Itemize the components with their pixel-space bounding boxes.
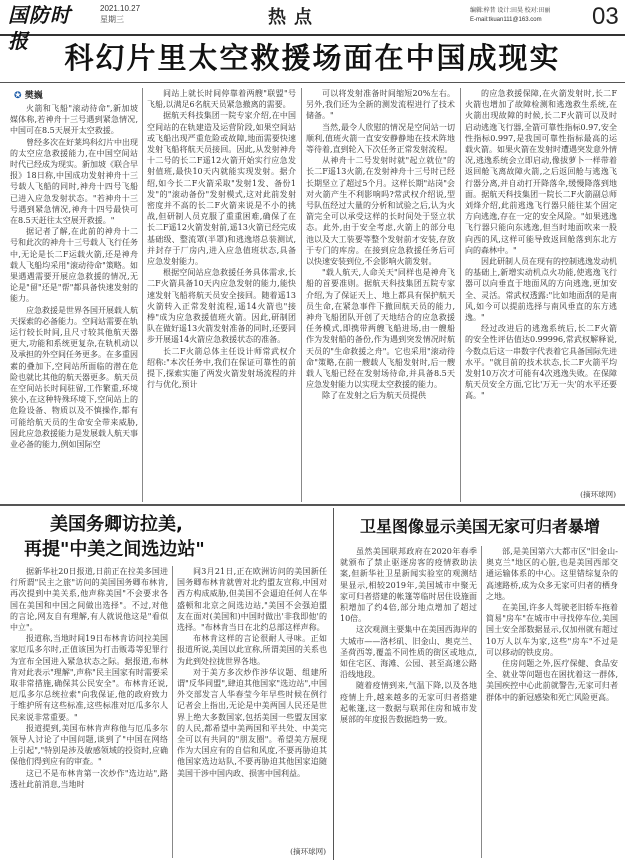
page-number: 03 [592,3,619,30]
article2-column-2: 间3月21日,正在欧洲访问的美国新任国务卿布林肯就曾对北约盟友宣称,中国对西方构成威胁,但美国不会逼迫任何人在华盛顿和北京之间选边站,"美国不会强迫盟友在面对(美国和)中国时做出'非我即他'的选择。"布林肯当日在北约总部这样声称。 布林肯这样的言论很耐人寻味。正如报道所说,美国以此宣称,所谓美国的关系也为此到处拉拢世界各地。 对于美方多次炒作涉华议题、组建所谓"反华同盟",肆迫其他国家"选边站",中国外交部发言人华春莹今年早些时候在例行记者会上指出,无论是中美两国人民还是世界上绝大多数国家,包括美国一些盟友国家的人民,都希望中美两国和平共处、中美完全可以有共同的"朋友圈"。希望美方展现作为大国应有的自信和风度,不要再胁迫其他国家选边站队,不要再胁迫其他国家追随美国干涉中国内政、损害中国利益。 [177,567,327,778]
issue-weekday: 星期三 [100,15,124,24]
column-divider [142,88,143,502]
column-divider [301,88,302,502]
issue-date: 2021.10.27 [100,4,141,13]
section-vertical-divider [333,508,334,860]
divider [0,82,625,83]
issue-date-block [100,3,140,25]
byline-mark-icon: ✪ [14,91,22,101]
article3-headline: 卫星图像显示美国无家可归者暴增 [359,517,600,536]
article2-credit: (摘环球网) [290,847,326,856]
article1-column-4: 的应急救援保障,在火箭发射时,长二F火箭也增加了故障检测和逃逸救生系统,在火箭出现故障的时候,长二F火箭可以及时启动逃逸飞行器,全箭可靠性指标0.97,安全性指标0.997,是我国可靠性指标最高的运载火箭。如果火箭在发射时遭遇突发意外情况,逃逸系统会立即启动,像拔萝卜一样带着返回舱飞离故障火箭,之后返回舱与逃逸飞行器分离,并自动打开降落伞,缓慢降落到地面。据航天科技集团一院长二F火箭副总师刘烽介绍,此前逃逸飞行器只能往某个固定方向逃逸,存在一定的安全风险。"如果逃逸飞行器只能向东逃逸,但当时地面吹来一股向西的风,这样可能导致返回舱落到东北方向的森林中。" 因此研制人员在现有的控制逃逸发动机的基础上,新增实动机点火功能,使逃逸飞行器可以向垂直于地面风的方向逃逸,更加安全、灵活。常武权透露:"比如地面刮的是南风,如今可以提前选择与南风垂直的东方逃逸。" 经过改进后的逃逸系统后,长二F火箭的安全性评估值达0.99996,常武权解释说,今数点后这一串数字代表着它具备国际先进水平。"就目前的技术状态,长二F火箭平均发射10万次才可能有4次逃逸失败。在保障航天员安全方面,它比'万无一失'的水平还要高。" [465,89,617,401]
column-divider [481,546,482,858]
article1-credit: (摘环球网) [580,490,616,499]
editor-credits [470,7,550,25]
editor-email: E-mail:tkuan111@163.com [470,17,542,23]
article2-headline-line2: 再提"中美之间选边站" [24,539,205,560]
article1-column-1: 火箭和飞船"滚动待命",新加坡媒体称,若神舟十三号遇到紧急情况,中国可在8.5天展开太空救援。 曾经多次在好莱坞科幻片中出现的太空应急救援能力,在中国空间站时代已经成为现实。新加坡《联合早报》18日称,中国成功发射神舟十三号载人飞船的同时,神舟十四号飞船已进入应急发射状态。"若神舟十三号遇到紧急情况,神舟十四号最快可在8.5天赶往太空展开救援。" 据记者了解,在此前的神舟十二号和此次的神舟十三号载人飞行任务中,无论是长二F运载火箭,还是神舟载人飞船均采用"滚动待命"策略。如果遇遇需要开展应急救援的情况,无论是"留"还是"帮"都具备快速发射的能力。 应急救援是世界各国开展载人航天探索的必备能力。空间站需要在轨运行较长时间,且尺寸较其他航天器更大,功能和系统更复杂,在轨机动以及承担的外空间任务更多。在多重因素的叠加下,空间站所面临的潜在危险也就比其他的航天器更多。航天员在空间站长时间驻留,工作繁重,环境狭小,在这种特殊环境下,空间站上的危险设备、物质以及不慎操作,都有可能给航天员的生命安全带来威胁,因此应急救援能力是发展载人航天事业必备的能力,例如国际空 [10,104,138,450]
article3-column-1: 虽然美国联邦政府在2020年春季就颁布了禁止驱逐房客的疫情救助法案,但新华社卫星新闻实验室的观测结果显示,相较2019年,美国城市中聚无家可归者搭建的帐篷等临时居住设施面积增加了约4倍,部分地点增加了超过10倍。 这次观测主要集中在美国西海岸的大城市——洛杉矶、旧金山、奥克兰、圣荷西等,覆盖不同性质的街区或地点,如住宅区、海滩、公园、甚至高速公路沿线地段。 随着疫情到来,气温下降,以及各地疫情上升,越来越多的无家可归者搭建起帐篷,这一数据与联邦住房和城市发展部的年度报告数据趋势一致。 [340,547,477,725]
section-title: 热点 [268,7,320,28]
section-divider [0,504,625,506]
article2-column-1: 据新华社20日报道,日前正在拉美多国进行所谓"民主之旅"访问的美国国务卿布林肯,再次提到中美关系,他声称美国"不会要求各国在美国和中国之间做出选择"。不过,对他的言论,网友自有理解,有人就说他这是"看似中立"。 报道称,当地时间19日布林肯访问拉美国家厄瓜多尔时,正值该国为打击贩毒等犯罪行为宣布全国进入紧急状态之际。据报道,布林肯对此表示"理解",声称"民主国家有时需要采取非常措施,确保其公民安全"。布林肯还说,厄瓜多尔总统拉索"向我保证,他的政府致力于维护所有这些标准,这些标准对厄瓜多尔人民来说非常重要。" 报道提到,美国布林肯声称他与厄瓜多尔领导人讨论了中国问题,谈到了"中国在网络上引起","特别是涉及敏感领域的投资时,应确保他们得到应有的审查。" 这已不是布林肯第一次炒作"选边站",路透社此前消息,当地时 [10,567,168,789]
column-divider [460,88,461,502]
editor-names: 编辑:梓昔 设计:田昊 校对:田丽 [470,8,551,14]
article1-author: 樊巍 [24,91,43,101]
article1-column-3: 可以将发射准备时间缩短20%左右。另外,我们还为全新的测发流程进行了技术储备。" 当然,最令人欣慰的情况是空间站一切顺利,值班火箭一直安安静静地在技术阵地等待着,直到轮入下次任务正常发射流程。 从神舟十二号发射时就"起立就位"的长二F遥13火箭,在发射神舟十三号时已经长期坚立了超过5个月。这样长期"站岗"会对火箭产生不利影响吗?常武权介绍说,型号队伍经过大量的分析和试验之后,认为火箭完全可以承受这样的长时间处于竖立状态。此外,由于安全考虑,火箭上的部分电池以及大工装要等整个发射前才安装,存放于专门的库房。在接到应急救援任务后可以快速安装到位,不会影响火箭发射。 "载人航天,人命关天"同样也是神舟飞船的首要准则。据航天科技集团五院专家介绍,为了保证天上、地上都具有保护航天员生命,在紧急事件下撤回航天员的能力,神舟飞船团队开创了天地结合的应急救援任务模式,即携带两艘飞船进场,由一艘船作为发射船的备份,作为遇到突发情况时航天员的"生命救援之舟"。它也采用"滚动待命"策略,在前一艘载人飞船发射时,后一艘载人飞船已经在发射场待命,并具备8.5天应急发射能力以实现太空救援的能力。 除了在发射之后为航天员提供 [306,89,455,401]
article2-headline-line1: 美国务卿访拉美, [50,514,183,535]
article3-column-2: 部,是美国第六大都市区"旧金山-奥克兰"地区的心脏,也是美国西部交通运输体系的中心。这里错综复杂的高速路桥,成为众多无家可归者的栖身之地。 在美国,许多人驾驶老旧轿车拖着简易"房车"在城市中寻找停车位,美国国土安全部数据显示,仅加州就有超过10万人以车为家,这些"房车"不过是可以移动的铁皮房。 住房问题之外,医疗保健、食品安全、就业等问题也在困扰着这一群体,美国疾控中心此前就警告,无家可归者群体中的新冠感染和死亡风险更高。 [486,547,618,702]
article1-headline: 科幻片里太空救援场面在中国成现实 [64,41,561,75]
column-divider [172,566,173,858]
article1-byline [14,88,43,101]
masthead [0,0,625,53]
article1-column-2: 间站上就长时间停靠着两艘"联盟"号飞船,以满足6名航天员紧急撤离的需要。 据航天科技集团一院专家介绍,在中国空间站的在轨建造及运营阶段,如果空间站或飞船出现严重危险或故障,地面需要快速发射飞船将航天员接回。因此,从发射神舟十二号的长二F遥12火箭开始实行应急发射值班,最快10天内就能实现发射。据介绍,如今长二F火箭采取"发射1发、备份1发"的"滚动备份"发射模式,这对此前发射密度并不高的长二F火箭来说是不小的挑战,但研制人员克服了重重困难,确保了在长二F遥12火箭发射前,遥13火箭已经完成基础级、整流罩(半罩)和逃逸塔总装测试,并封存于厂房内,进入应急值班状态,具备应急发射能力。 根据空间站应急救援任务具体需求,长二F火箭具备10天内应急发射的能力,能快速发射飞船将航天员安全接回。随着遥13火箭转入正常发射流程,遥14火箭也"接棒"成为应急救援值班火箭。因此,研制团队在做好遥13火箭发射准备的同时,还要同步开展遥14火箭应急救援状态的准备。 长二F火箭总体主任设计师常武权介绍称:"本次任务中,我们在保证可靠性的前提下,探索实施了两发火箭发射场流程的并行与优化,预计 [147,89,296,390]
newspaper-logo: 国防时报 [8,3,71,53]
